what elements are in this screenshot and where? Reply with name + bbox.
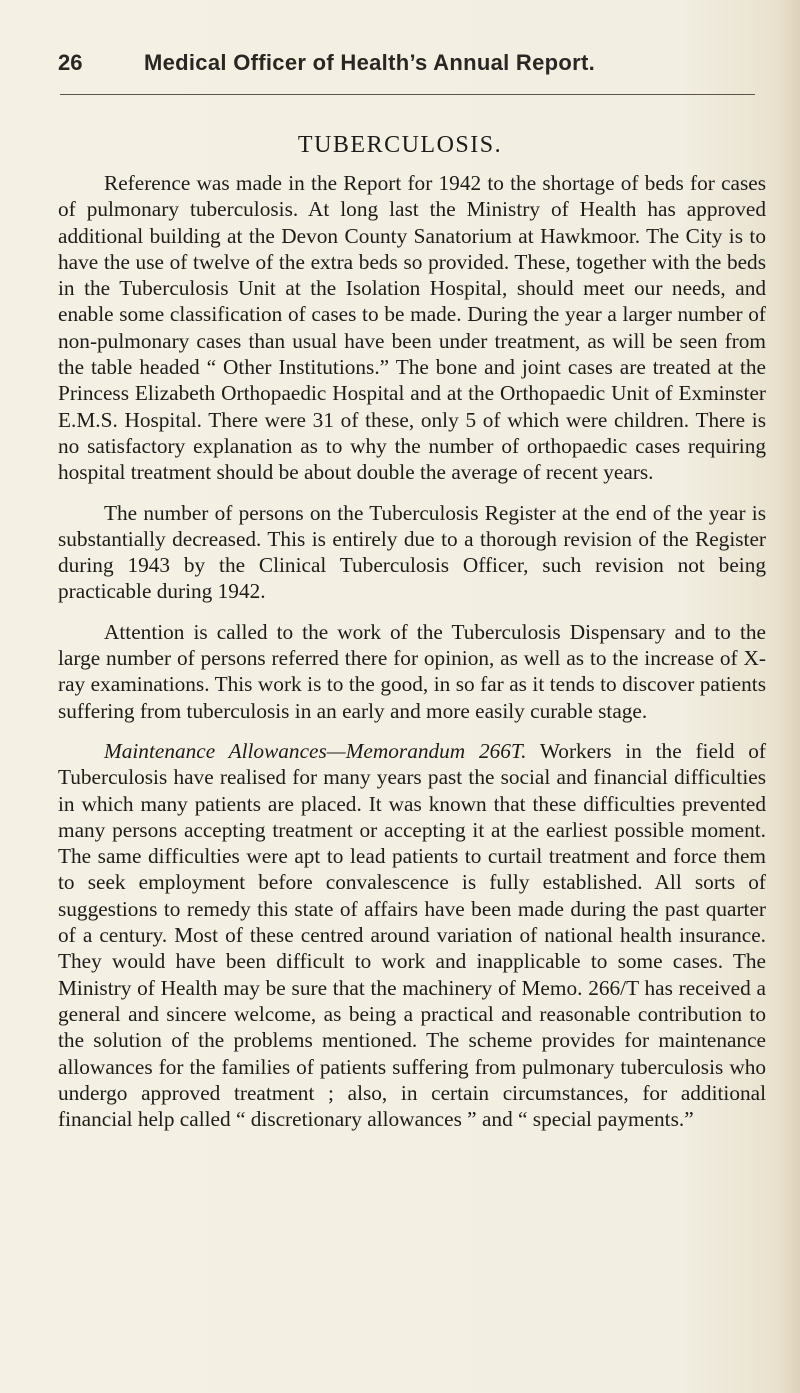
paragraph: The number of persons on the Tuberculosis Register at the end of the year is substantially decreased. This is entirely due to a thorough revision of the Register during 1943 by the Clinical Tuberculosis Officer, such revision not being practicable during 1942. — [58, 500, 766, 604]
header-rule — [60, 94, 755, 95]
running-title: Medical Officer of Health’s Annual Report. — [144, 50, 596, 75]
paragraph-maintenance-allowances — [58, 738, 766, 1132]
body-text — [58, 170, 766, 1132]
paragraph-lead: Maintenance Allowances—Memorandum 266T. — [104, 738, 527, 763]
section-title: TUBERCULOSIS. — [297, 132, 503, 158]
page-header — [58, 50, 758, 90]
paragraph-body: Workers in the field of Tuberculosis have realised for many years past the social and financial difficulties in which many patients are placed. It was known that these difficulties prevented many persons accepting treatment or accepting it at the earliest possible moment. The same difficulties were apt to lead patients to curtail treatment and force them to seek employment before convalescence is fully established. All sorts of suggestions to remedy this state of affairs have been made during the past quarter of a century. Most of these centred around variation of national health insurance. They would have been difficult to work and inapplicable to some cases. The Ministry of Health may be sure that the machinery of Memo. 266/T has received a general and sincere welcome, as being a practical and reasonable contribution to the solution of the problems mentioned. The scheme provides for maintenance allowances for the families of patients suffering from pulmonary tuberculosis who undergo approved treatment ; also, in certain circumstances, for additional financial help called “ discretionary allowances ” and “ special payments.” — [58, 738, 766, 1132]
paragraph: Attention is called to the work of the Tuberculosis Dispensary and to the large number of persons referred there for opinion, as well as to the increase of X-ray examinations. This work is to the good, in so far as it tends to discover patients suffering from tuberculosis in an early and more easily curable stage. — [58, 619, 766, 723]
page-number: 26 — [58, 50, 83, 75]
paragraph: Reference was made in the Report for 1942 to the shortage of beds for cases of pulmonary tuberculosis. At long last the Ministry of Health has approved additional building at the Devon County Sanatorium at Hawkmoor. The City is to have the use of twelve of the extra beds so provided. These, together with the beds in the Tuberculosis Unit at the Isolation Hospital, should meet our needs, and enable some classification of cases to be made. During the year a larger number of non-pulmonary cases than usual have been under treatment, as will be seen from the table headed “ Other Institutions.” The bone and joint cases are treated at the Princess Elizabeth Orthopaedic Hospital and at the Orthopaedic Unit of Exminster E.M.S. Hospital. There were 31 of these, only 5 of which were children. There is no satisfactory explanation as to why the number of orthopaedic cases requiring hospital treatment should be about double the average of recent years. — [58, 171, 766, 485]
